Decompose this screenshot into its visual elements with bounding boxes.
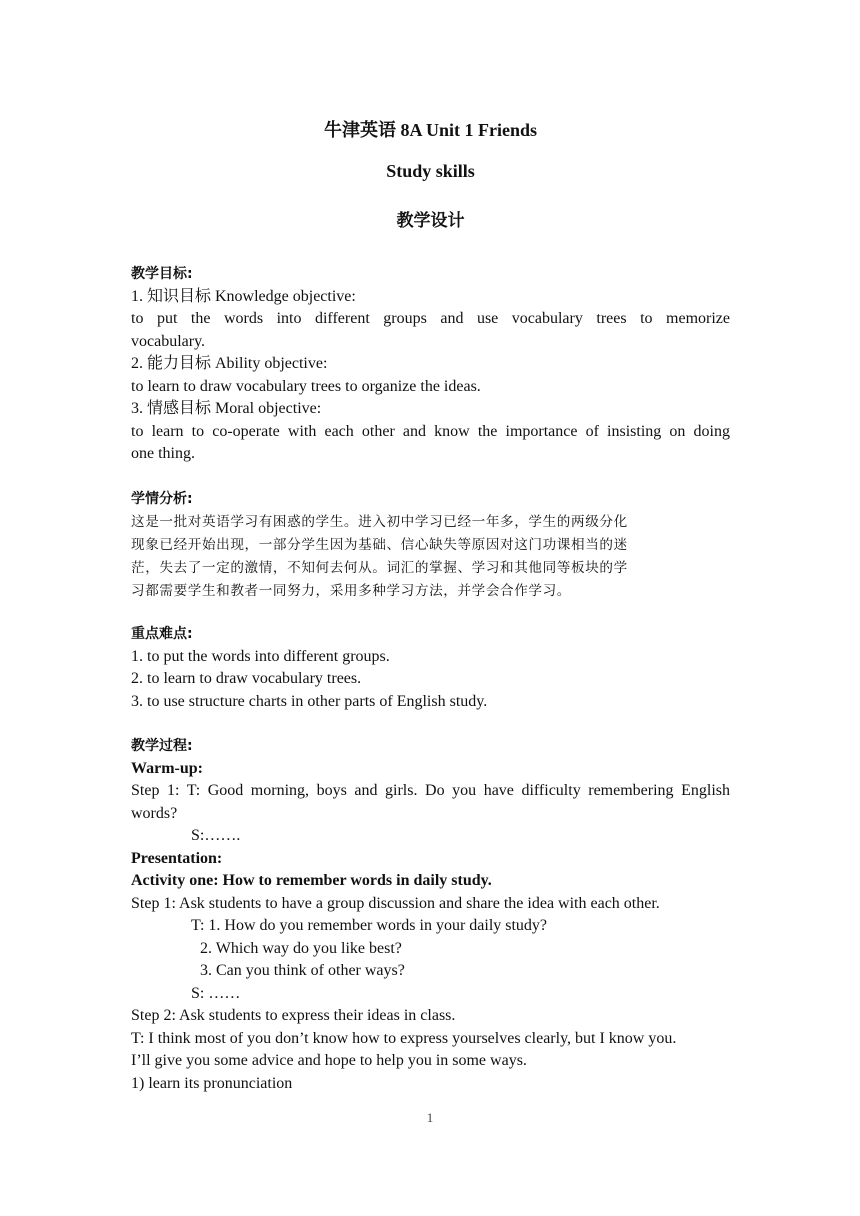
presentation-heading: Presentation: <box>131 849 223 867</box>
objective-1-text: to put the words into different groups and use vocabulary trees to memorize <box>131 310 730 327</box>
warmup-step-1-cont: words? <box>131 804 178 822</box>
key-point-item: 2. to learn to draw vocabulary trees. <box>131 670 362 687</box>
teacher-question-3: 3. Can you think of other ways? <box>200 962 405 979</box>
process-heading: 教学过程: <box>131 738 193 754</box>
document-subtitle: Study skills <box>386 161 475 181</box>
objective-3-text: to learn to co-operate with each other and know the importance of insisting on doing <box>131 422 730 440</box>
activity-one-heading: Activity one: How to remember words in daily study. <box>131 872 492 889</box>
objective-3-label: 3. 情感目标 Moral objective: <box>131 400 322 417</box>
objectives-heading: 教学目标: <box>131 266 193 282</box>
activity-step-2: Step 2: Ask students to express their ideas in class. <box>131 1007 456 1024</box>
analysis-line: 这是一批对英语学习有困惑的学生。进入初中学习已经一年多，学生的两级分化 <box>131 513 628 530</box>
key-points-heading: 重点难点: <box>131 626 193 642</box>
objective-1-text-cont: vocabulary. <box>131 332 206 350</box>
page-number: 1 <box>426 1110 434 1125</box>
student-reply: S: …… <box>191 984 241 1002</box>
advice-item-1: 1) learn its pronunciation <box>131 1074 293 1092</box>
analysis-line: 习都需要学生和教者一同努力，采用多种学习方法，并学会合作学习。 <box>131 583 572 600</box>
key-point-item: 1. to put the words into different groups. <box>131 647 390 665</box>
process-section <box>131 735 730 1095</box>
activity-step-1: Step 1: Ask students to have a group discussion and share the idea with each other. <box>131 894 660 912</box>
teacher-question-2: 2. Which way do you like best? <box>200 939 402 957</box>
analysis-line: 茫，失去了一定的激情，不知何去何从。词汇的掌握、学习和其他同等板块的学 <box>131 560 628 577</box>
document-type: 教学设计 <box>396 211 465 231</box>
teacher-question-1: T: 1. How do you remember words in your daily study? <box>191 917 548 934</box>
warmup-student-reply: S:……. <box>191 827 241 844</box>
teacher-advice-line-2: I’ll give you some advice and hope to help you in some ways. <box>131 1052 527 1069</box>
objective-2-text: to learn to draw vocabulary trees to organize the ideas. <box>131 377 481 395</box>
document-title: 牛津英语 8A Unit 1 Friends <box>323 120 537 140</box>
teacher-advice-line-1: T: I think most of you don’t know how to express yourselves clearly, but I know you. <box>131 1029 677 1047</box>
objective-3-text-cont: one thing. <box>131 445 195 462</box>
analysis-line: 现象已经开始出现，一部分学生因为基础、信心缺失等原因对这门功课相当的迷 <box>131 536 628 553</box>
warmup-heading: Warm-up: <box>131 759 203 777</box>
key-points-section <box>131 623 730 713</box>
key-point-item: 3. to use structure charts in other parts of English study. <box>131 692 488 710</box>
analysis-section <box>131 488 730 604</box>
warmup-step-1: Step 1: T: Good morning, boys and girls. Do you have difficulty remembering English <box>131 782 730 799</box>
analysis-paragraph <box>131 511 730 604</box>
objective-1-label: 1. 知识目标 Knowledge objective: <box>131 287 356 305</box>
objective-2-label: 2. 能力目标 Ability objective: <box>131 355 328 372</box>
analysis-heading: 学情分析: <box>131 491 193 507</box>
objectives-section <box>131 263 730 466</box>
